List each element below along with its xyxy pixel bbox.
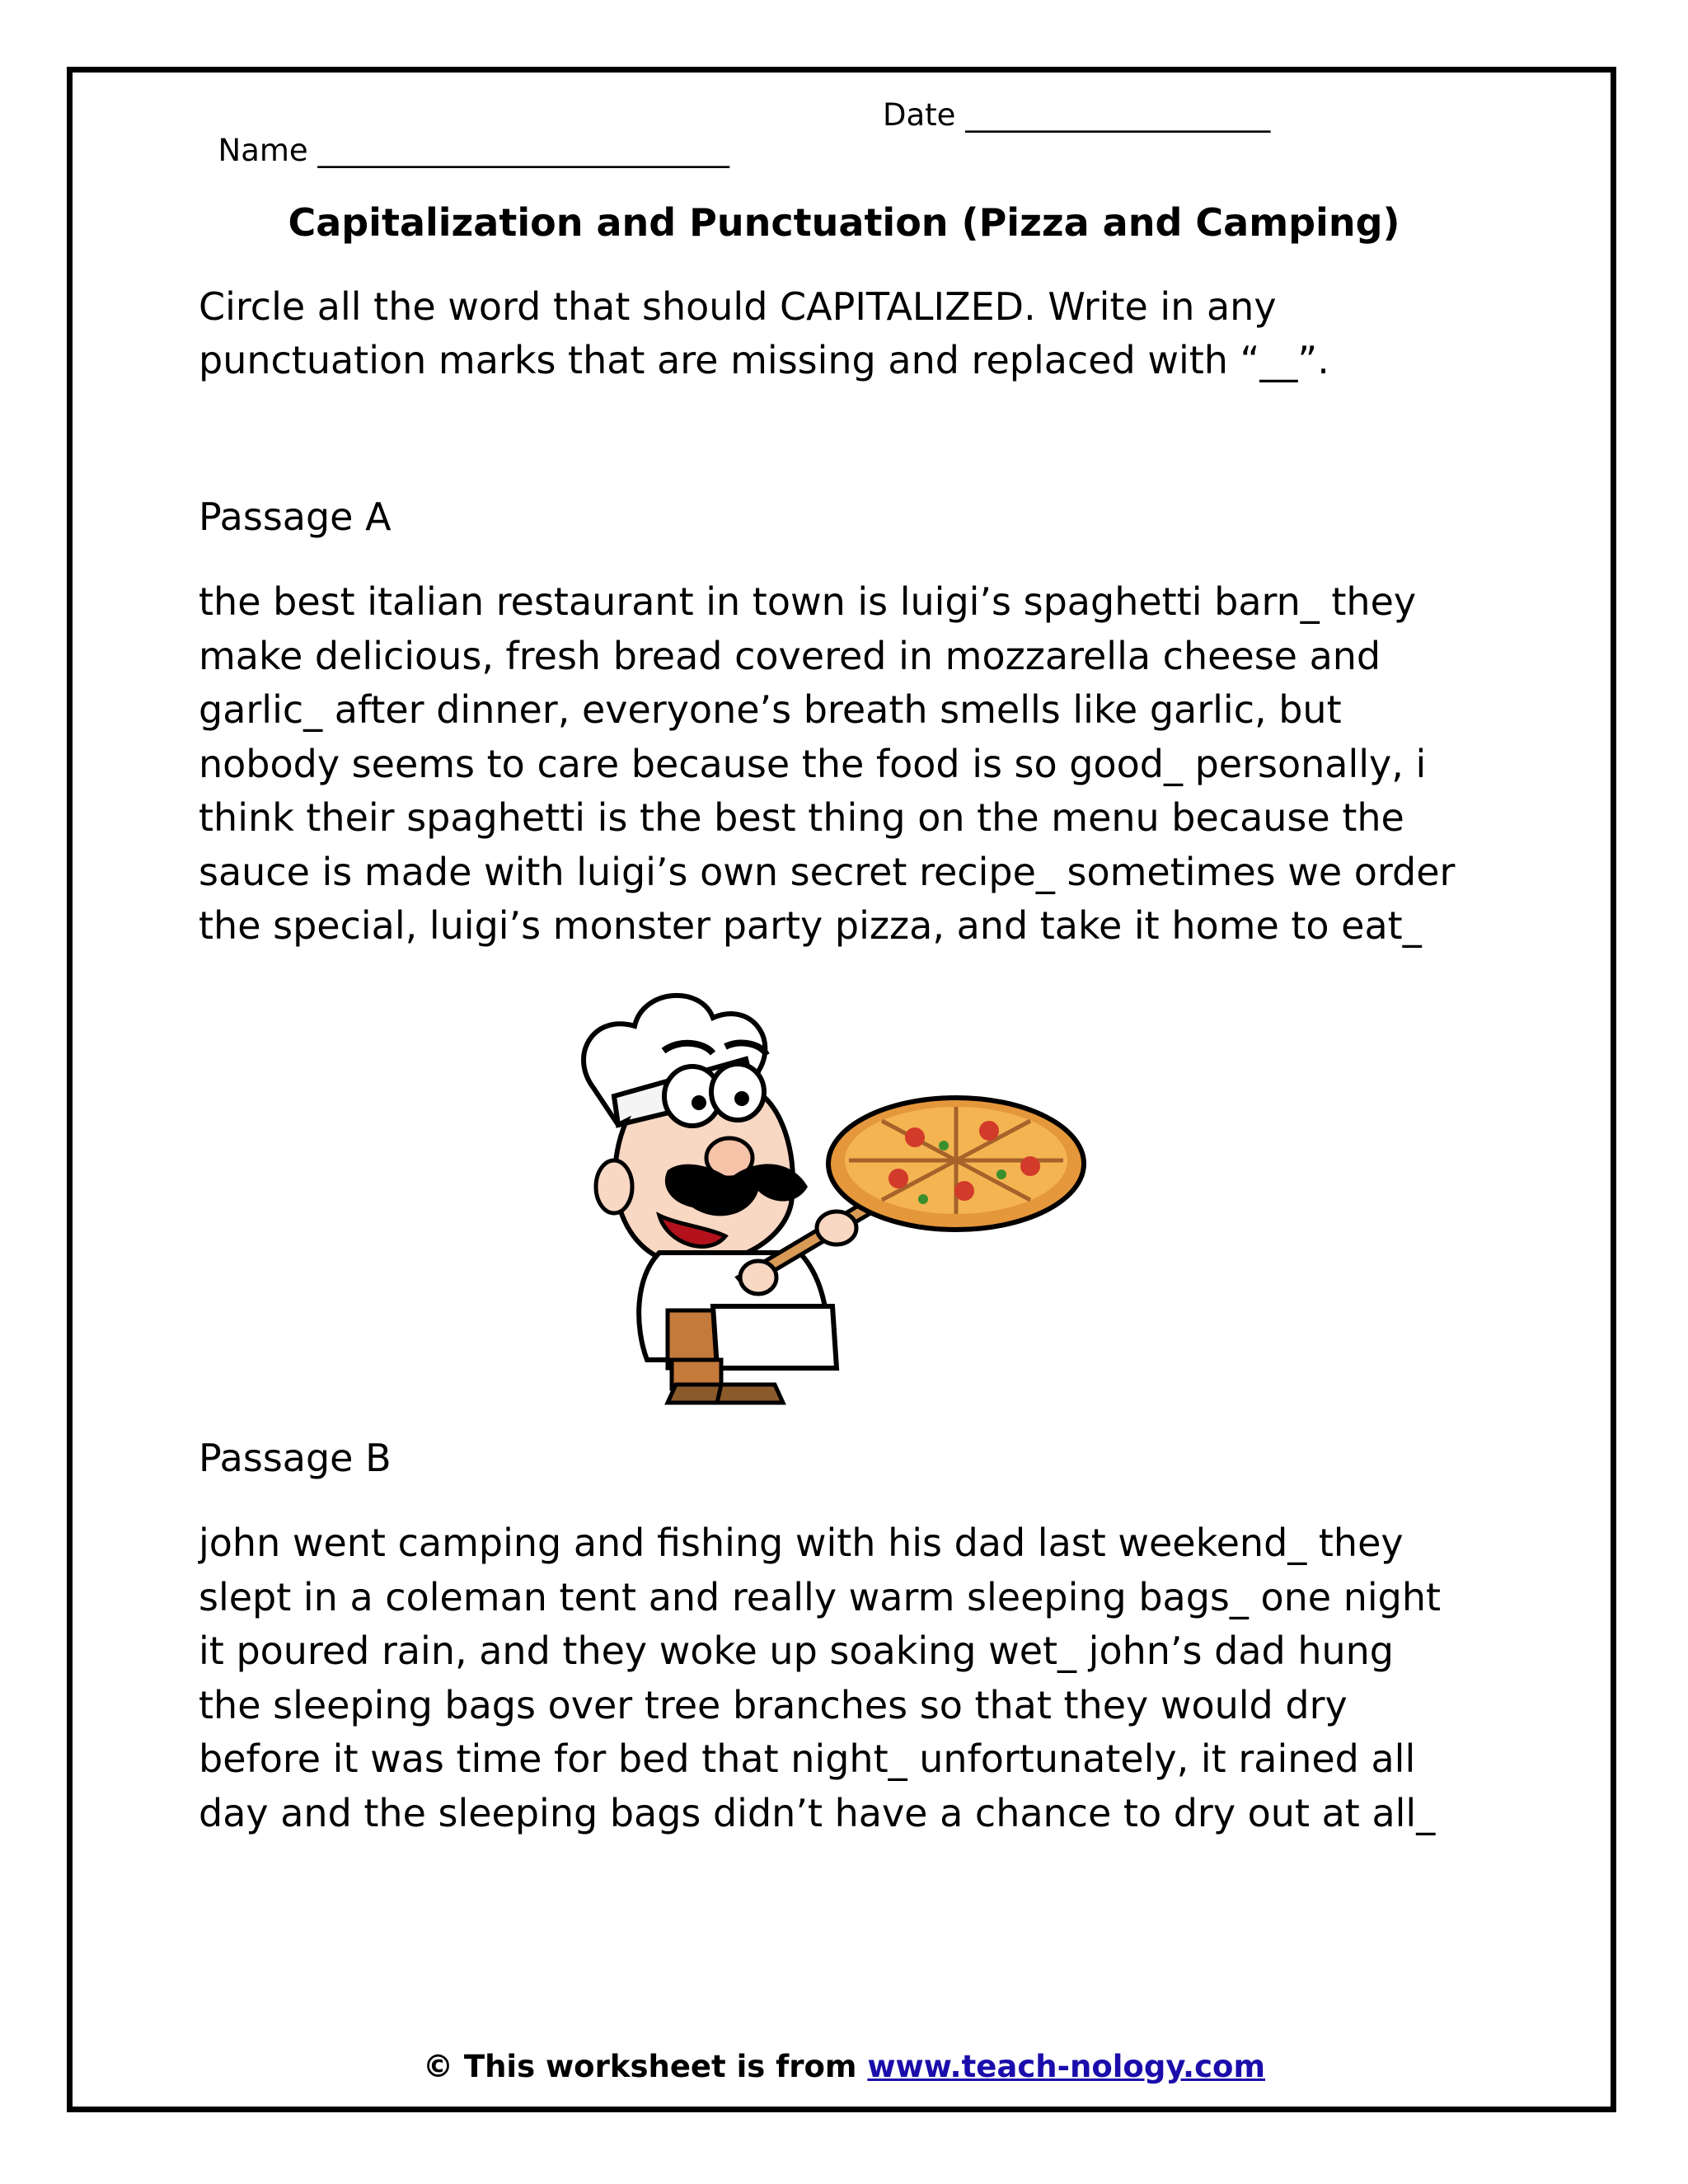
instructions-line: Circle all the word that should CAPITALIZED. Write in any — [199, 284, 1277, 329]
passage-line: sauce is made with luigi’s own secret recipe_ sometimes we order — [199, 849, 1456, 894]
teach-nology-link[interactable]: www.teach-nology.com — [867, 2049, 1266, 2084]
date-field-line: Date ____________________ — [883, 97, 1271, 133]
instructions — [199, 280, 1534, 387]
passage-line: it poured rain, and they woke up soaking wet_ john’s dad hung — [199, 1629, 1394, 1673]
passage-b-text — [199, 1516, 1559, 1840]
passage-line: john went camping and fishing with his dad last weekend_ they — [199, 1521, 1404, 1565]
passage-line: nobody seems to care because the food is so good_ personally, i — [199, 741, 1427, 786]
passage-line: before it was time for bed that night_ unfortunately, it rained all — [199, 1736, 1416, 1781]
passage-line: garlic_ after dinner, everyone’s breath smells like garlic, but — [199, 687, 1342, 732]
name-field-line: Name ___________________________ — [218, 133, 729, 168]
passage-a-text — [199, 575, 1559, 954]
passage-line: the special, luigi’s monster party pizza, and take it home to eat_ — [199, 903, 1422, 948]
passage-line: think their spaghetti is the best thing on the menu because the — [199, 795, 1404, 840]
passage-line: the sleeping bags over tree branches so that they would dry — [199, 1682, 1348, 1727]
footer-prefix: © This worksheet is from — [422, 2049, 868, 2084]
chef-with-pizza-illustration — [569, 981, 1104, 1409]
worksheet-title: Capitalization and Punctuation (Pizza and Camping) — [288, 200, 1400, 245]
footer-credit — [0, 2049, 1688, 2084]
passage-line: the best italian restaurant in town is luigi’s spaghetti barn_ they — [199, 579, 1417, 624]
passage-b-heading: Passage B — [199, 1436, 392, 1480]
instructions-line: punctuation marks that are missing and replaced with “__”. — [199, 338, 1329, 382]
passage-line: day and the sleeping bags didn’t have a chance to dry out at all_ — [199, 1790, 1436, 1835]
passage-line: make delicious, fresh bread covered in mozzarella cheese and — [199, 633, 1381, 678]
passage-line: slept in a coleman tent and really warm sleeping bags_ one night — [199, 1574, 1442, 1619]
pizza-icon — [828, 1098, 1084, 1230]
header-row — [199, 97, 1271, 204]
passage-a-heading: Passage A — [199, 494, 392, 539]
